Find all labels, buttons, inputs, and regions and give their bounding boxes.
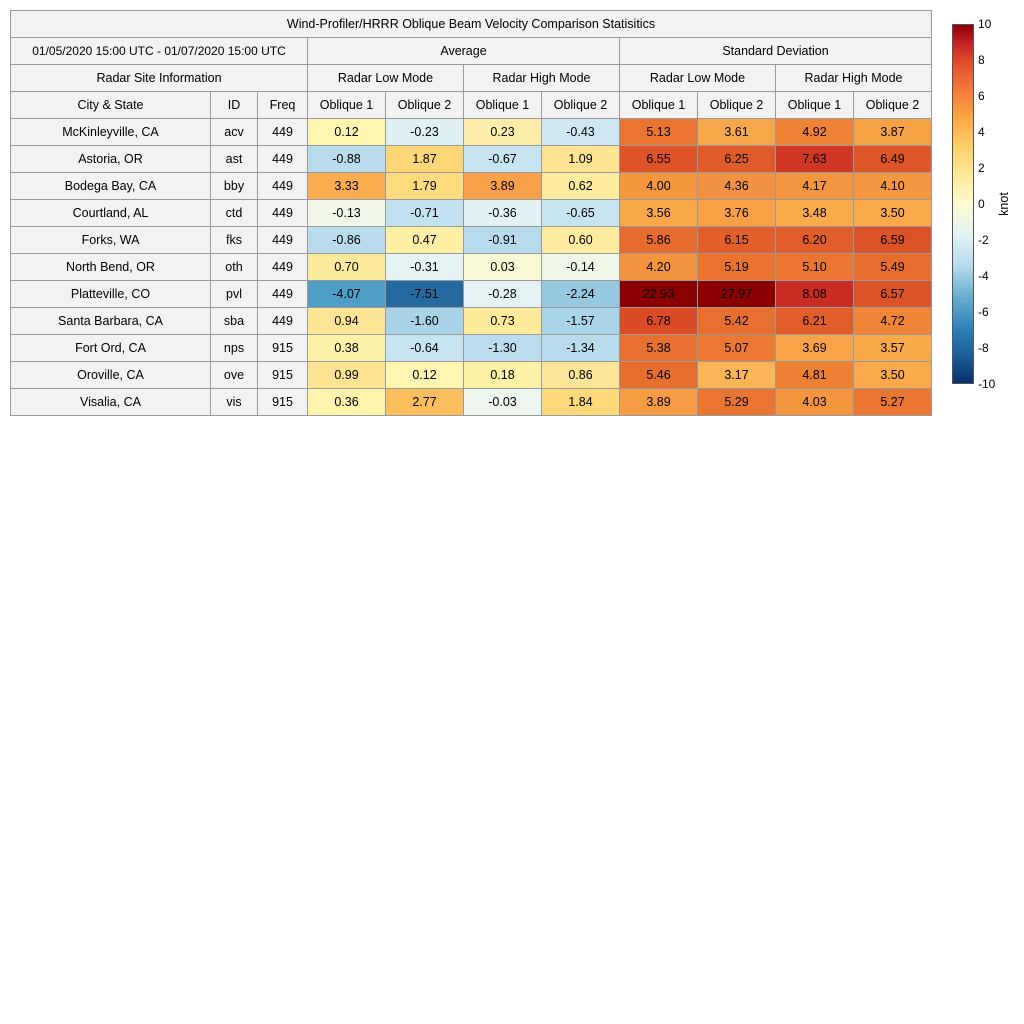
cell-avg-high-ob1: -0.67 — [464, 146, 542, 173]
mode-header-avg-high: Radar High Mode — [464, 65, 620, 92]
site-id: acv — [211, 119, 258, 146]
cell-sd-low-ob1: 3.89 — [620, 389, 698, 416]
cell-sd-low-ob1: 3.56 — [620, 200, 698, 227]
cell-sd-high-ob2: 3.50 — [854, 362, 932, 389]
cell-avg-low-ob2: -1.60 — [386, 308, 464, 335]
cell-sd-high-ob2: 6.49 — [854, 146, 932, 173]
cell-avg-low-ob1: -0.13 — [308, 200, 386, 227]
cell-avg-low-ob1: 0.94 — [308, 308, 386, 335]
cell-sd-low-ob1: 6.78 — [620, 308, 698, 335]
site-freq: 915 — [258, 362, 308, 389]
col-header-sd-low-ob1: Oblique 1 — [620, 92, 698, 119]
site-id: oth — [211, 254, 258, 281]
table-row — [11, 362, 932, 389]
colorbar-tick: 4 — [978, 125, 985, 139]
site-id: nps — [211, 335, 258, 362]
site-freq: 449 — [258, 281, 308, 308]
colorbar-tick: 6 — [978, 89, 985, 103]
title-row — [11, 11, 932, 38]
cell-sd-high-ob1: 8.08 — [776, 281, 854, 308]
cell-sd-low-ob2: 27.97 — [698, 281, 776, 308]
cell-sd-high-ob1: 7.63 — [776, 146, 854, 173]
cell-sd-low-ob2: 3.61 — [698, 119, 776, 146]
cell-avg-low-ob2: -0.23 — [386, 119, 464, 146]
site-freq: 915 — [258, 389, 308, 416]
site-freq: 449 — [258, 308, 308, 335]
statistics-table-container — [10, 10, 932, 416]
colorbar-tick: 0 — [978, 197, 985, 211]
cell-avg-high-ob1: -0.91 — [464, 227, 542, 254]
col-header-sd-high-ob1: Oblique 1 — [776, 92, 854, 119]
cell-avg-low-ob1: 0.99 — [308, 362, 386, 389]
col-header-avg-high-ob1: Oblique 1 — [464, 92, 542, 119]
table-body — [11, 11, 932, 416]
cell-avg-high-ob1: -0.28 — [464, 281, 542, 308]
group-header-site: Radar Site Information — [11, 65, 308, 92]
site-id: sba — [211, 308, 258, 335]
site-city: Visalia, CA — [11, 389, 211, 416]
site-freq: 915 — [258, 335, 308, 362]
site-id: ctd — [211, 200, 258, 227]
period-row — [11, 38, 932, 65]
cell-avg-high-ob2: -1.34 — [542, 335, 620, 362]
cell-avg-low-ob2: 1.87 — [386, 146, 464, 173]
cell-avg-high-ob2: 0.86 — [542, 362, 620, 389]
cell-sd-high-ob1: 4.17 — [776, 173, 854, 200]
cell-sd-high-ob2: 6.59 — [854, 227, 932, 254]
cell-sd-high-ob2: 3.57 — [854, 335, 932, 362]
cell-sd-high-ob2: 3.87 — [854, 119, 932, 146]
colorbar — [952, 17, 1022, 391]
site-city: Oroville, CA — [11, 362, 211, 389]
site-city: North Bend, OR — [11, 254, 211, 281]
cell-avg-low-ob1: 3.33 — [308, 173, 386, 200]
cell-sd-low-ob1: 5.86 — [620, 227, 698, 254]
cell-avg-high-ob2: -0.14 — [542, 254, 620, 281]
cell-avg-high-ob2: -0.43 — [542, 119, 620, 146]
colorbar-tick: -8 — [978, 341, 989, 355]
cell-sd-high-ob1: 3.48 — [776, 200, 854, 227]
colorbar-gradient — [952, 24, 974, 384]
cell-sd-high-ob2: 4.10 — [854, 173, 932, 200]
colorbar-tick: -10 — [978, 377, 996, 391]
cell-avg-high-ob2: -2.24 — [542, 281, 620, 308]
table-row — [11, 200, 932, 227]
site-city: Bodega Bay, CA — [11, 173, 211, 200]
site-freq: 449 — [258, 173, 308, 200]
cell-avg-high-ob1: 3.89 — [464, 173, 542, 200]
cell-avg-low-ob2: 0.47 — [386, 227, 464, 254]
cell-sd-low-ob1: 5.46 — [620, 362, 698, 389]
cell-sd-low-ob1: 4.00 — [620, 173, 698, 200]
site-city: Platteville, CO — [11, 281, 211, 308]
site-id: ast — [211, 146, 258, 173]
cell-avg-high-ob1: -1.30 — [464, 335, 542, 362]
page-title: Wind-Profiler/HRRR Oblique Beam Velocity Comparison Statisitics — [11, 11, 932, 38]
colorbar-tick: 2 — [978, 161, 985, 175]
colorbar-tick: 8 — [978, 53, 985, 67]
col-header-freq: Freq — [258, 92, 308, 119]
table-row — [11, 173, 932, 200]
site-freq: 449 — [258, 119, 308, 146]
col-header-avg-low-ob2: Oblique 2 — [386, 92, 464, 119]
cell-sd-low-ob2: 5.07 — [698, 335, 776, 362]
cell-sd-low-ob2: 5.42 — [698, 308, 776, 335]
cell-sd-low-ob2: 4.36 — [698, 173, 776, 200]
mode-header-sd-low: Radar Low Mode — [620, 65, 776, 92]
mode-header-sd-high: Radar High Mode — [776, 65, 932, 92]
column-header-row — [11, 92, 932, 119]
cell-sd-high-ob1: 6.20 — [776, 227, 854, 254]
table-row — [11, 308, 932, 335]
col-header-sd-high-ob2: Oblique 2 — [854, 92, 932, 119]
cell-avg-high-ob1: -0.36 — [464, 200, 542, 227]
cell-sd-low-ob1: 4.20 — [620, 254, 698, 281]
cell-avg-high-ob1: 0.18 — [464, 362, 542, 389]
mode-row — [11, 65, 932, 92]
table-row — [11, 389, 932, 416]
cell-avg-high-ob2: -0.65 — [542, 200, 620, 227]
cell-sd-low-ob1: 5.13 — [620, 119, 698, 146]
time-period: 01/05/2020 15:00 UTC - 01/07/2020 15:00 UTC — [11, 38, 308, 65]
cell-avg-low-ob2: 1.79 — [386, 173, 464, 200]
cell-avg-low-ob2: -7.51 — [386, 281, 464, 308]
cell-avg-low-ob2: -0.71 — [386, 200, 464, 227]
cell-avg-low-ob2: -0.31 — [386, 254, 464, 281]
colorbar-tick: -4 — [978, 269, 989, 283]
site-freq: 449 — [258, 254, 308, 281]
site-freq: 449 — [258, 146, 308, 173]
cell-sd-low-ob2: 5.19 — [698, 254, 776, 281]
cell-avg-high-ob2: 1.09 — [542, 146, 620, 173]
cell-sd-high-ob2: 5.27 — [854, 389, 932, 416]
cell-sd-low-ob1: 5.38 — [620, 335, 698, 362]
cell-sd-high-ob1: 4.81 — [776, 362, 854, 389]
cell-avg-high-ob2: 0.60 — [542, 227, 620, 254]
col-header-avg-high-ob2: Oblique 2 — [542, 92, 620, 119]
site-id: vis — [211, 389, 258, 416]
cell-avg-low-ob1: -0.88 — [308, 146, 386, 173]
table-row — [11, 146, 932, 173]
cell-avg-low-ob1: 0.12 — [308, 119, 386, 146]
cell-avg-high-ob2: 1.84 — [542, 389, 620, 416]
table-row — [11, 281, 932, 308]
table-row — [11, 227, 932, 254]
site-id: ove — [211, 362, 258, 389]
site-freq: 449 — [258, 200, 308, 227]
cell-avg-high-ob1: -0.03 — [464, 389, 542, 416]
cell-sd-low-ob1: 22.93 — [620, 281, 698, 308]
cell-avg-high-ob1: 0.23 — [464, 119, 542, 146]
cell-avg-low-ob1: -4.07 — [308, 281, 386, 308]
cell-avg-low-ob2: 2.77 — [386, 389, 464, 416]
col-header-id: ID — [211, 92, 258, 119]
cell-avg-low-ob2: 0.12 — [386, 362, 464, 389]
site-city: Courtland, AL — [11, 200, 211, 227]
cell-sd-low-ob1: 6.55 — [620, 146, 698, 173]
site-city: Forks, WA — [11, 227, 211, 254]
cell-sd-high-ob1: 4.03 — [776, 389, 854, 416]
col-header-avg-low-ob1: Oblique 1 — [308, 92, 386, 119]
col-header-city: City & State — [11, 92, 211, 119]
cell-sd-high-ob2: 3.50 — [854, 200, 932, 227]
cell-sd-low-ob2: 6.15 — [698, 227, 776, 254]
colorbar-label: knot — [997, 192, 1011, 216]
site-id: bby — [211, 173, 258, 200]
cell-avg-low-ob1: -0.86 — [308, 227, 386, 254]
cell-avg-high-ob2: 0.62 — [542, 173, 620, 200]
cell-sd-high-ob2: 5.49 — [854, 254, 932, 281]
cell-avg-low-ob2: -0.64 — [386, 335, 464, 362]
site-city: Santa Barbara, CA — [11, 308, 211, 335]
colorbar-tick: 10 — [978, 17, 992, 31]
cell-avg-high-ob1: 0.73 — [464, 308, 542, 335]
site-id: fks — [211, 227, 258, 254]
site-id: pvl — [211, 281, 258, 308]
statistics-table — [10, 10, 932, 416]
table-row — [11, 335, 932, 362]
group-header-average: Average — [308, 38, 620, 65]
colorbar-tick: -6 — [978, 305, 989, 319]
site-city: Astoria, OR — [11, 146, 211, 173]
cell-avg-low-ob1: 0.36 — [308, 389, 386, 416]
cell-sd-low-ob2: 6.25 — [698, 146, 776, 173]
cell-sd-high-ob2: 4.72 — [854, 308, 932, 335]
cell-sd-high-ob1: 6.21 — [776, 308, 854, 335]
cell-sd-high-ob1: 5.10 — [776, 254, 854, 281]
cell-avg-low-ob1: 0.70 — [308, 254, 386, 281]
cell-sd-high-ob1: 4.92 — [776, 119, 854, 146]
cell-sd-low-ob2: 3.17 — [698, 362, 776, 389]
table-row — [11, 254, 932, 281]
site-freq: 449 — [258, 227, 308, 254]
colorbar-tick: -2 — [978, 233, 989, 247]
cell-avg-low-ob1: 0.38 — [308, 335, 386, 362]
cell-sd-low-ob2: 3.76 — [698, 200, 776, 227]
cell-sd-high-ob1: 3.69 — [776, 335, 854, 362]
col-header-sd-low-ob2: Oblique 2 — [698, 92, 776, 119]
group-header-stddev: Standard Deviation — [620, 38, 932, 65]
mode-header-avg-low: Radar Low Mode — [308, 65, 464, 92]
site-city: McKinleyville, CA — [11, 119, 211, 146]
site-city: Fort Ord, CA — [11, 335, 211, 362]
table-row — [11, 119, 932, 146]
cell-sd-high-ob2: 6.57 — [854, 281, 932, 308]
cell-avg-high-ob1: 0.03 — [464, 254, 542, 281]
cell-sd-low-ob2: 5.29 — [698, 389, 776, 416]
cell-avg-high-ob2: -1.57 — [542, 308, 620, 335]
